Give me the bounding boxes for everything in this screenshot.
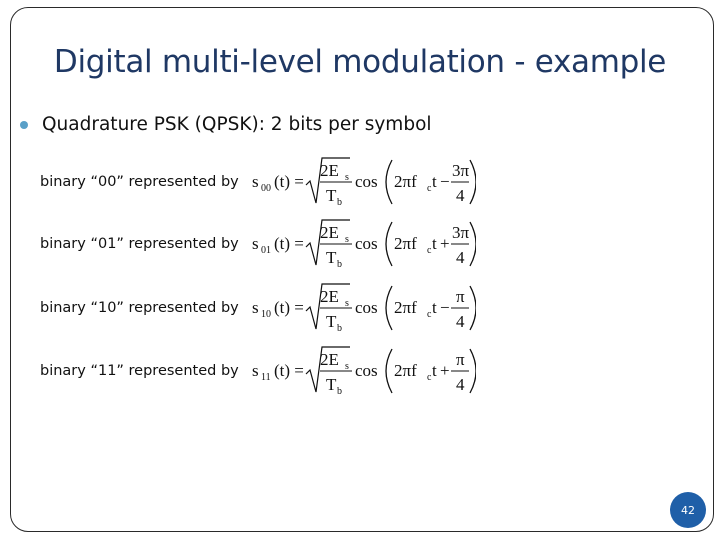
equation-row: [40, 214, 476, 274]
formula-e-sub: s: [345, 298, 349, 309]
formula-sub: 01: [261, 245, 271, 256]
formula-2pif: 2πf: [394, 298, 417, 317]
formula-den: 4: [456, 186, 465, 205]
formula-sign: −: [440, 298, 450, 317]
formula-num: π: [456, 287, 465, 306]
formula-den: 4: [456, 312, 465, 331]
formula-t-den: T: [326, 312, 337, 331]
formula-t-sub: b: [337, 259, 342, 270]
formula-t-den: T: [326, 248, 337, 267]
equation-row: [40, 152, 476, 212]
bullet-item: [20, 114, 432, 135]
formula-sign: +: [440, 361, 450, 380]
formula-2pif: 2πf: [394, 234, 417, 253]
formula-f-sub: c: [427, 245, 432, 256]
formula-t-arg: (t) =: [274, 361, 304, 380]
formula-t-den: T: [326, 375, 337, 394]
formula-2e: 2E: [320, 287, 339, 306]
formula-e-sub: s: [345, 172, 349, 183]
formula-f-sub: c: [427, 309, 432, 320]
formula-t-den: T: [326, 186, 337, 205]
formula-cos: cos: [355, 361, 378, 380]
formula-t-arg: (t) =: [274, 172, 304, 191]
formula-s: s: [252, 172, 259, 191]
formula-num: 3π: [452, 161, 470, 180]
equation-label: binary “00” represented by: [40, 174, 239, 190]
formula-s: s: [252, 298, 259, 317]
formula-cos: cos: [355, 298, 378, 317]
formula-cos: cos: [355, 234, 378, 253]
formula-2e: 2E: [320, 161, 339, 180]
formula-f-sub: c: [427, 183, 432, 194]
formula-sign: +: [440, 234, 450, 253]
formula-t-arg: (t) =: [274, 298, 304, 317]
equation-formula: [246, 214, 476, 274]
equation-formula: [246, 278, 476, 338]
equation-label: binary “10” represented by: [40, 300, 239, 316]
formula-2e: 2E: [320, 350, 339, 369]
slide-title: Digital multi-level modulation - example: [53, 44, 667, 80]
equation-label: binary “11” represented by: [40, 363, 239, 379]
page-number-badge: 42: [670, 492, 706, 528]
formula-2e: 2E: [320, 223, 339, 242]
formula-cos: cos: [355, 172, 378, 191]
formula-den: 4: [456, 248, 465, 267]
bullet-dot-icon: [20, 121, 28, 129]
formula-s: s: [252, 361, 259, 380]
formula-t-var: t: [432, 172, 437, 191]
equation-row: [40, 341, 476, 401]
formula-2pif: 2πf: [394, 361, 417, 380]
formula-t-sub: b: [337, 323, 342, 334]
equation-row: [40, 278, 476, 338]
equation-label: binary “01” represented by: [40, 236, 239, 252]
formula-2pif: 2πf: [394, 172, 417, 191]
formula-sign: −: [440, 172, 450, 191]
formula-sub: 11: [261, 372, 271, 383]
equation-formula: [246, 341, 476, 401]
formula-f-sub: c: [427, 372, 432, 383]
formula-t-var: t: [432, 234, 437, 253]
formula-e-sub: s: [345, 361, 349, 372]
bullet-text: Quadrature PSK (QPSK): 2 bits per symbol: [42, 114, 432, 135]
formula-sub: 10: [261, 309, 271, 320]
formula-num: 3π: [452, 223, 470, 242]
formula-t-var: t: [432, 298, 437, 317]
formula-t-arg: (t) =: [274, 234, 304, 253]
formula-den: 4: [456, 375, 465, 394]
formula-s: s: [252, 234, 259, 253]
formula-t-sub: b: [337, 197, 342, 208]
formula-t-sub: b: [337, 386, 342, 397]
equation-formula: [246, 152, 476, 212]
formula-sub: 00: [261, 183, 271, 194]
formula-e-sub: s: [345, 234, 349, 245]
formula-num: π: [456, 350, 465, 369]
formula-t-var: t: [432, 361, 437, 380]
